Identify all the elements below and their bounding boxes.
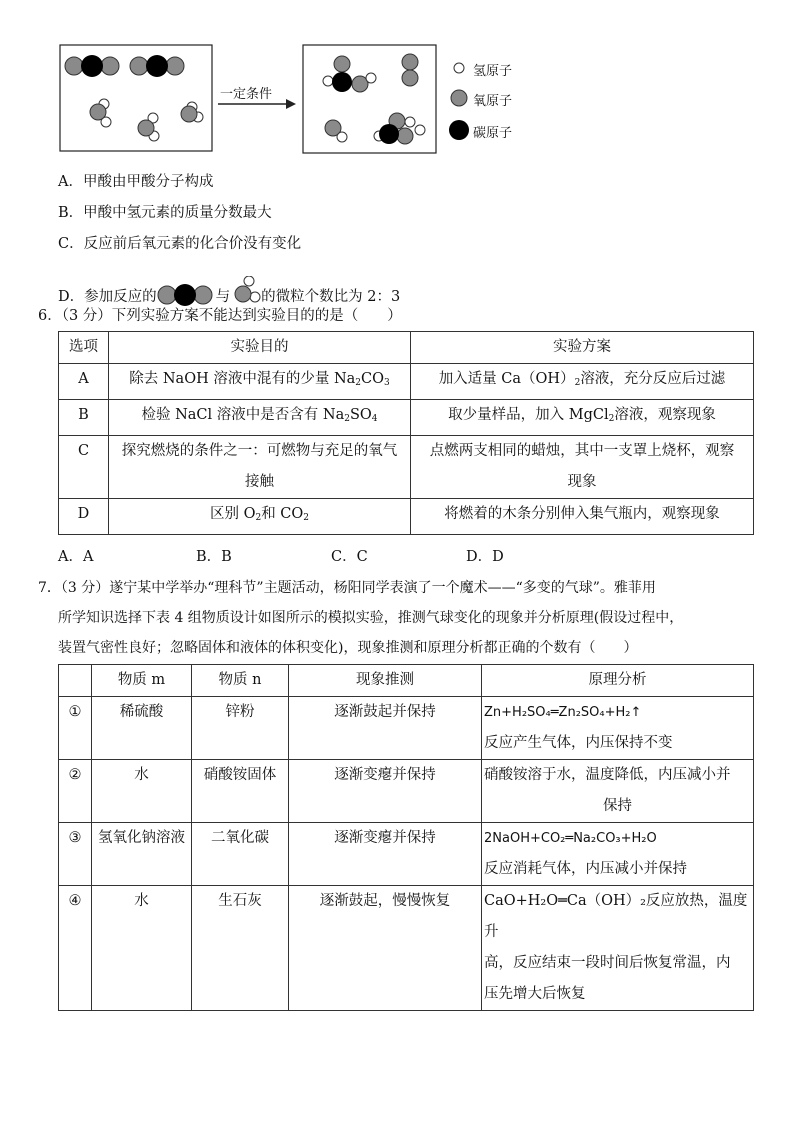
q7-stem-line3: 装置气密性良好；忽略固体和液体的体积变化)，现象推测和原理分析都正确的个数有（ ） [58, 640, 638, 656]
substance-n: 硝酸铵固体 [192, 760, 289, 823]
plan-cell [411, 436, 754, 499]
plan-text: 溶液，充分反应后过滤 [580, 371, 726, 387]
analysis-text: 保持 [603, 798, 632, 814]
analysis-text: 反应产生气体，内压保持不变 [484, 735, 673, 751]
header-cell: 物质 n [192, 665, 289, 697]
q5-option-b: B．甲酸中氢元素的质量分数最大 [58, 205, 272, 221]
co2-molecule [65, 55, 119, 77]
plan-text: 点燃两支相同的蜡烛，其中一支罩上烧杯，观察 [429, 443, 735, 459]
header-cell: 实验目的 [109, 332, 411, 364]
header-cell: 物质 m [92, 665, 192, 697]
plan-cell [411, 364, 754, 400]
legend-oxygen-label: 氧原子 [473, 94, 513, 109]
equation: 2NaOH+CO₂═Na₂CO₃+H₂O [484, 831, 657, 846]
goal-text: 接触 [245, 474, 274, 490]
substance-n: 二氧化碳 [192, 823, 289, 886]
table-row [59, 823, 754, 886]
arrow-label: 一定条件 [220, 87, 273, 102]
subscript: 4 [371, 414, 378, 424]
table-row [59, 364, 754, 400]
header-cell: 实验方案 [411, 332, 754, 364]
subscript: 2 [344, 414, 350, 424]
subscript: 2 [355, 378, 362, 388]
subscript: 2 [608, 414, 615, 424]
goal-text: 检验 NaCl 溶液中是否含有 Na [141, 407, 345, 423]
option-cell: A [59, 364, 109, 400]
q7-stem-line1: 7．（3 分）遂宁某中学举办“理科节”主题活动，杨阳同学表演了一个魔术——“多变的气球”。雅菲用 [38, 580, 656, 596]
q6-stem: 6．（3 分）下列实验方案不能达到实验目的的是（ ） [38, 308, 402, 324]
phenomenon: 逐渐鼓起并保持 [289, 697, 482, 760]
goal-cell [109, 364, 411, 400]
goal-cell [109, 499, 411, 535]
equation: Zn+H₂SO₄═Zn₂SO₄+H₂↑ [484, 705, 642, 720]
plan-text: 现象 [567, 474, 597, 490]
analysis-text: 硝酸铵溶于水，温度降低，内压减小并 [484, 767, 731, 783]
analysis-cell [482, 886, 754, 1011]
goal-text: 区别 O [209, 506, 256, 522]
phenomenon: 逐渐鼓起，慢慢恢复 [289, 886, 482, 1011]
reaction-diagram [58, 44, 758, 156]
table-row [59, 697, 754, 760]
plan-cell [411, 400, 754, 436]
analysis-cell [482, 823, 754, 886]
q5-option-a: A．甲酸由甲酸分子构成 [58, 174, 214, 190]
q6-table [58, 331, 754, 535]
table-row [59, 436, 754, 499]
legend-carbon-label: 碳原子 [473, 126, 513, 141]
reaction-svg [58, 44, 758, 156]
substance-n: 锌粉 [192, 697, 289, 760]
co2-molecule [130, 55, 184, 77]
phenomenon: 逐渐变瘪并保持 [289, 760, 482, 823]
phenomenon: 逐渐变瘪并保持 [289, 823, 482, 886]
table-row [59, 760, 754, 823]
water-molecule [90, 99, 111, 127]
substance-m: 水 [92, 760, 192, 823]
arrow-head [286, 99, 296, 109]
goal-text: 除去 NaOH 溶液中混有的少量 Na [129, 371, 356, 387]
table-row [59, 332, 754, 364]
q7-stem-line2: 所学知识选择下表 4 组物质设计如图所示的模拟实验，推测气球变化的现象并分析原理(假设过程中， [58, 610, 684, 626]
header-cell: 原理分析 [482, 665, 754, 697]
goal-cell [109, 400, 411, 436]
substance-m: 稀硫酸 [92, 697, 192, 760]
row-number: ④ [59, 886, 92, 1011]
goal-text: CO [361, 371, 384, 387]
option-cell: D [59, 499, 109, 535]
water-molecule [138, 113, 159, 141]
header-cell [59, 665, 92, 697]
goal-text: 和 CO [261, 506, 304, 522]
goal-text: SO [349, 407, 372, 423]
plan-cell: 将燃着的木条分别伸入集气瓶内，观察现象 [411, 499, 754, 535]
formic-acid-molecule [323, 56, 376, 92]
plan-text: 取少量样品，加入 MgCl [448, 407, 609, 423]
plan-text: 溶液，观察现象 [614, 407, 716, 423]
oxygen-molecule [402, 54, 418, 86]
analysis-text: 压先增大后恢复 [484, 986, 586, 1002]
row-number: ① [59, 697, 92, 760]
table-row [59, 886, 754, 1011]
analysis-cell [482, 760, 754, 823]
analysis-cell [482, 697, 754, 760]
q6-answer-c: C．C [331, 549, 368, 565]
oxygen-molecule [325, 120, 347, 142]
goal-cell [109, 436, 411, 499]
q6-answer-a: A．A [58, 549, 94, 565]
row-number: ② [59, 760, 92, 823]
header-cell: 现象推测 [289, 665, 482, 697]
header-cell: 选项 [59, 332, 109, 364]
carbon-legend-icon [449, 120, 469, 140]
subscript: 2 [303, 513, 310, 523]
oxygen-legend-icon [451, 90, 467, 106]
goal-text: 探究燃烧的条件之一：可燃物与充足的氧气 [121, 443, 398, 459]
q5-option-c: C．反应前后氧元素的化合价没有变化 [58, 236, 302, 252]
substance-n: 生石灰 [192, 886, 289, 1011]
formic-acid-molecule [374, 113, 425, 144]
plan-text: 加入适量 Ca（OH） [438, 371, 575, 387]
subscript: 2 [574, 378, 581, 388]
substance-m: 水 [92, 886, 192, 1011]
subscript: 3 [384, 378, 390, 388]
water-molecule [181, 102, 203, 122]
analysis-text: CaO+H₂O═Ca（OH）₂反应放热，温度升 [484, 893, 748, 940]
hydrogen-legend-icon [454, 63, 464, 73]
option-cell: B [59, 400, 109, 436]
analysis-text: 高，反应结束一段时间后恢复常温，内 [484, 955, 731, 971]
table-row [59, 665, 754, 697]
row-number: ③ [59, 823, 92, 886]
table-row [59, 499, 754, 535]
analysis-text: 反应消耗气体，内压减小并保持 [484, 861, 687, 877]
substance-m: 氢氧化钠溶液 [92, 823, 192, 886]
option-cell: C [59, 436, 109, 499]
q6-answer-b: B．B [196, 549, 232, 565]
q5-option-d-mid: 与 [215, 289, 231, 305]
q6-answer-d: D．D [466, 549, 504, 565]
q7-table [58, 664, 754, 1011]
q5-option-d-pre: D．参加反应的 [58, 289, 157, 305]
legend-hydrogen-label: 氢原子 [473, 64, 513, 79]
q5-option-d-post: 的微粒个数比为 2：3 [261, 289, 401, 305]
subscript: 2 [255, 513, 262, 523]
table-row [59, 400, 754, 436]
